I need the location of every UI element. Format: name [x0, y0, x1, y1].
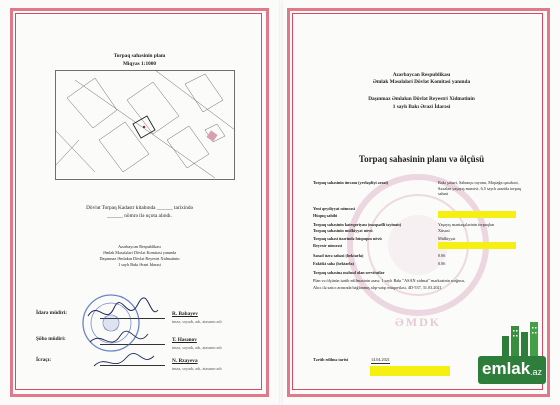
field-label-category: Torpaq sahəsinin kateqoriyası (məqsədli təyinatı) [313, 222, 402, 227]
signature-role-2: Şöbə müdiri: [36, 336, 66, 342]
org-line-4: 1 saylı Bakı Ərazi İdarəsi [118, 262, 161, 267]
seal-text: ƏMDK [394, 315, 442, 329]
right-page [283, 0, 560, 405]
signature-name-3: N. Rzayeva [172, 358, 198, 364]
brand-name: emlak [482, 359, 531, 378]
field-value-right-type: Mülkiyyət [438, 236, 456, 241]
basis-line-1: Plan və ölçüsün tərtib edilməsinin əsası: 1 saylı Bakı "ASAN xidmət" mərkəzinin sorğusu, [313, 278, 465, 283]
field-label-owner: Hüquq sahibi [313, 213, 338, 218]
emlak-watermark [478, 322, 546, 392]
signature-role-3: İcraçı: [36, 357, 51, 363]
plan-scale: Miqyas 1:1000 [122, 61, 157, 67]
org-line-2: Əmlak Məsələləri Dövlət Komitəsi yanında [102, 250, 177, 255]
signature-caption-3: imza, soyadı, adı, atasının adı [172, 366, 222, 371]
handwritten-signature [84, 296, 164, 376]
signature-caption-1: imza, soyadı, adı, atasının adı [172, 319, 222, 324]
signature-role-1: İdarə müdiri: [36, 310, 68, 316]
header-line-2: Əmlak Məsələləri Dövlət Komitəsi yanında [372, 79, 471, 85]
header-line-4: 1 saylı Bakı Ərazi İdarəsi [392, 104, 451, 110]
org-line-3: Daşınmaz Əmlakın Dövlət Reyestri Xidmətinin [99, 256, 180, 261]
field-label-registry-number: Reyestr nömrəsi [313, 243, 343, 248]
signature-name-2: T. Həsənov [172, 337, 197, 343]
field-label-ownership-type: Torpaq sahəsinin mülkiyyət növü [313, 228, 373, 233]
field-label-servitudes: Torpaq sahəsinə məhsul olan servitutlar [313, 270, 385, 275]
left-page [0, 0, 279, 405]
date-label: Tərtib edilmə tarixi [313, 357, 349, 362]
brand-suffix: .az [530, 367, 543, 377]
header-line-3: Daşınmaz Əmlakın Dövlət Reyestri Xidmətinin [368, 96, 475, 102]
signature-name-1: R. Babayev [172, 311, 198, 317]
date-value: 14.04.2021 [371, 357, 390, 362]
field-label-registration: Yeni qeydiyyat nömrəsi [313, 206, 355, 211]
field-value-ownership-type: Xüsusi [438, 228, 450, 233]
redacted-registry-number [438, 242, 516, 249]
field-label-address: Torpaq sahəsinin ünvanı (yerləşdiyi ərazi) [313, 180, 388, 185]
field-label-document-area: Sənəd üzrə sahəsi (hektarla) [313, 253, 364, 258]
field-value-actual-area: 0.06 [438, 261, 446, 266]
basis-line-2: Alıcı ilə satıcı arasında bağlanmış alqı-satqı müqaviləsi, 4D-537, 31.03.2021 [313, 285, 442, 290]
field-value-category: Yaşayış məntəqələrinin torpaqları [438, 222, 495, 227]
header-line-1: Azərbaycan Respublikası [392, 72, 451, 78]
field-value-document-area: 0.06 [438, 253, 446, 258]
redacted-signature [370, 366, 450, 376]
cadastral-plan-drawing [55, 70, 235, 180]
document-title: Torpaq sahəsinin planı və ölçüsü [358, 154, 485, 164]
org-line-1: Azərbaycan Respublikası [118, 244, 161, 249]
cadastre-line-2: ______ nömrə ilə uçota alındı. [107, 213, 172, 219]
signature-caption-2: imza, soyadı, adı, atasının adı [172, 345, 222, 350]
buildings-icon [500, 322, 540, 356]
field-label-right-type: Torpaq sahəsi üzərində hüququn növü [313, 236, 382, 241]
redacted-owner [438, 211, 516, 218]
field-value-address: Bakı şəhəri, Sabunçu rayonu, Maştağa qəsəbəsi, Səxalan yaşayış massivi, 6,5 sayılı ərazidə torpaq sahəsi [438, 180, 521, 196]
plan-title: Torpaq sahəsinin planı [113, 53, 166, 59]
cadastre-line-1: Dövlət Torpaq Kadastr kitabında ______ tarixində [86, 205, 193, 211]
field-label-actual-area: Faktiki sahə (hektarla) [313, 261, 354, 266]
